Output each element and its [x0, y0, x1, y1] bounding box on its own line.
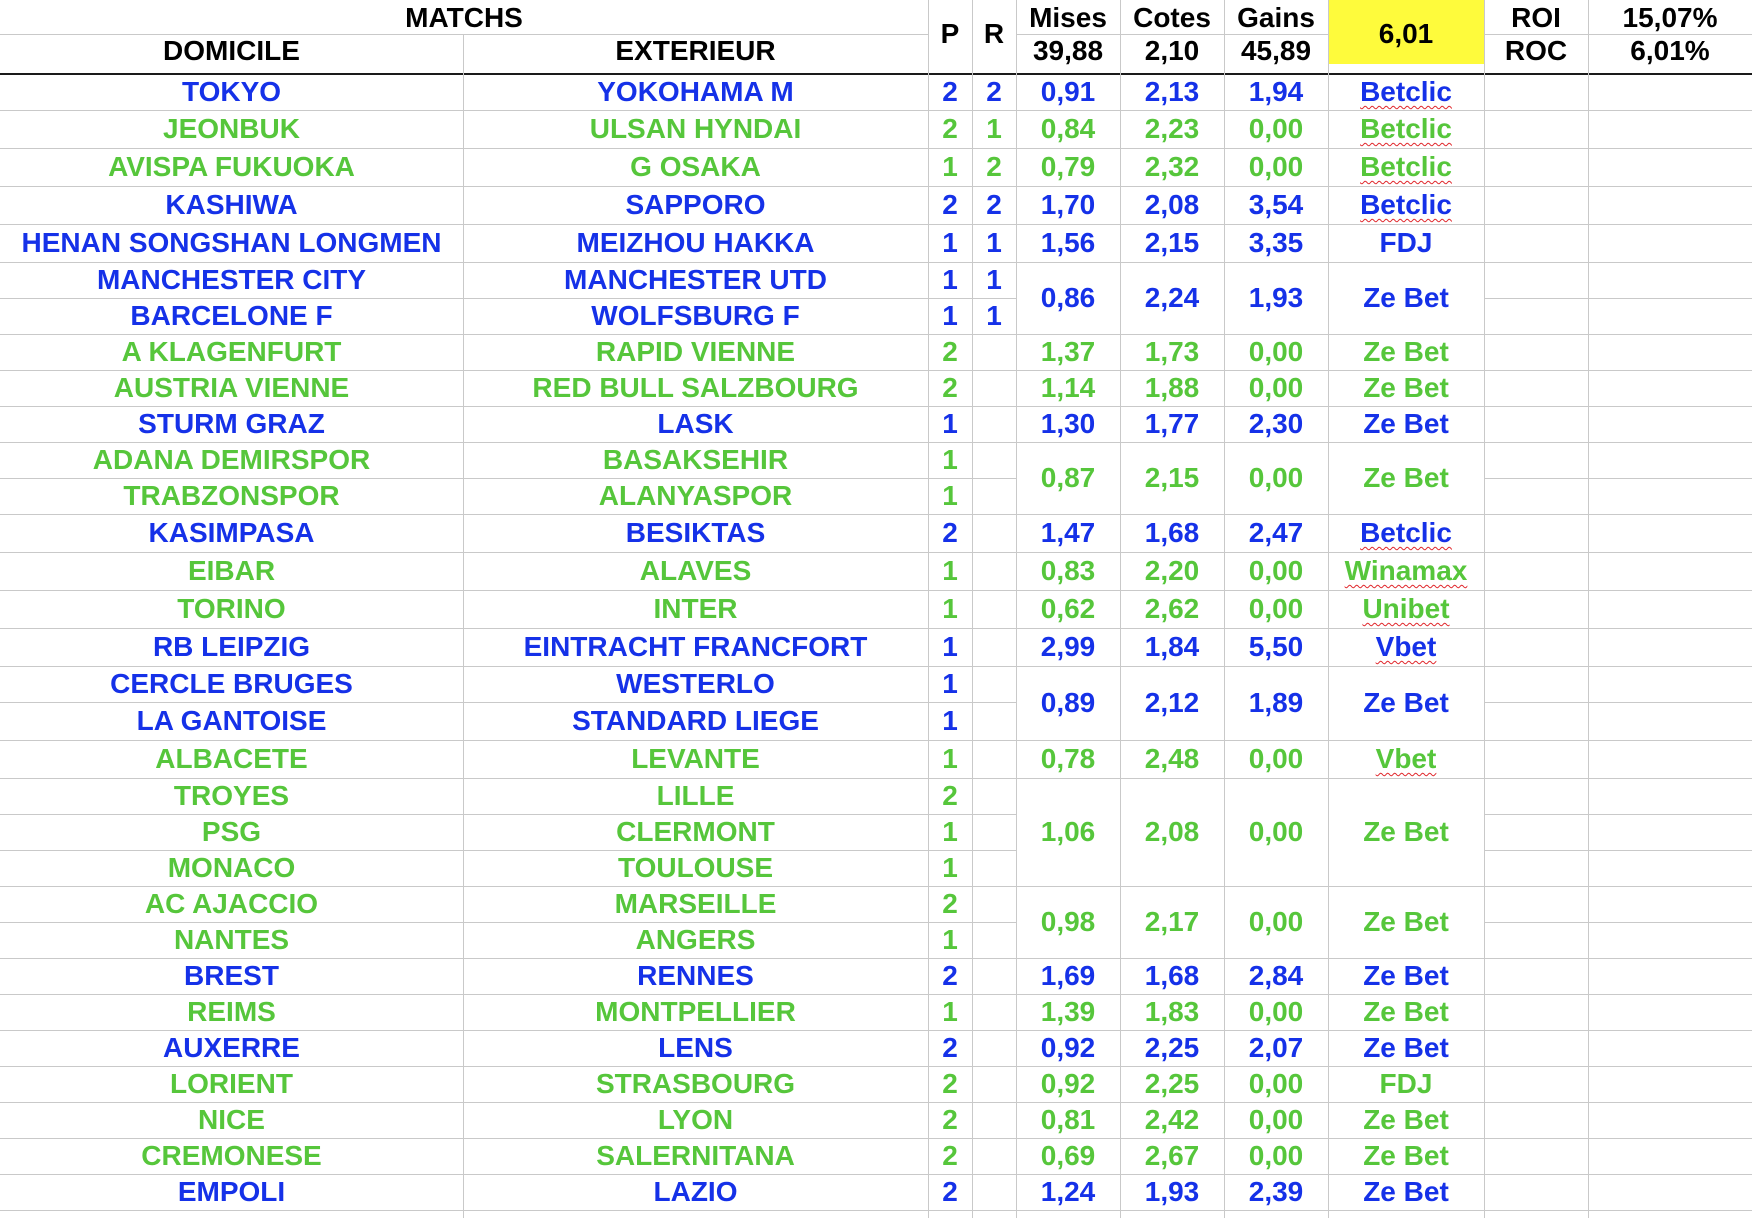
away-team-cell[interactable]: SAPPORO: [625, 189, 766, 220]
home-team-cell[interactable]: EIBAR: [187, 555, 276, 586]
away-team-cell[interactable]: ALANYASPOR: [598, 480, 793, 511]
stake-cell[interactable]: 1,30: [1040, 408, 1096, 439]
result-cell[interactable]: [972, 778, 1016, 814]
away-team-cell[interactable]: STRASBOURG: [595, 1068, 796, 1099]
header-exterieur[interactable]: EXTERIEUR: [615, 36, 776, 66]
home-team-cell[interactable]: NANTES: [173, 924, 290, 955]
gain-cell[interactable]: 0,00: [1248, 1140, 1304, 1171]
gain-cell[interactable]: 1,94: [1248, 76, 1304, 107]
empty-col-gridline: [1484, 1138, 1752, 1139]
home-team-cell[interactable]: BREST: [184, 960, 279, 991]
empty-col-gridline: [1484, 1174, 1752, 1175]
empty-col-gridline: [1484, 370, 1752, 371]
result-cell[interactable]: 2: [986, 189, 1002, 220]
stake-cell[interactable]: 1,06: [1040, 816, 1096, 847]
away-team-cell[interactable]: RAPID VIENNE: [595, 336, 796, 367]
odds-cell[interactable]: 2,08: [1144, 189, 1200, 220]
gain-cell[interactable]: 1,93: [1248, 282, 1304, 313]
header-cotes-total: 2,10: [1144, 36, 1200, 66]
column-gridline: [928, 0, 929, 1218]
header-roc-label[interactable]: ROC: [1504, 36, 1568, 66]
pick-cell[interactable]: 2: [942, 1176, 958, 1207]
odds-cell[interactable]: 1,68: [1144, 960, 1200, 991]
odds-cell[interactable]: 1,68: [1144, 517, 1200, 548]
away-team-cell[interactable]: RED BULL SALZBOURG: [532, 372, 859, 403]
empty-col-gridline: [1484, 1102, 1752, 1103]
odds-cell[interactable]: 2,24: [1144, 282, 1200, 313]
result-cell[interactable]: [972, 406, 1016, 442]
bookmaker-cell[interactable]: Ze Bet: [1363, 1140, 1449, 1171]
pick-cell[interactable]: 2: [942, 336, 958, 367]
odds-cell[interactable]: 1,77: [1144, 408, 1200, 439]
result-cell[interactable]: [972, 1066, 1016, 1102]
home-team-cell[interactable]: CERCLE BRUGES: [110, 668, 353, 699]
result-cell[interactable]: 1: [986, 264, 1002, 295]
gain-cell[interactable]: 0,00: [1248, 743, 1304, 774]
home-team-cell[interactable]: KASIMPASA: [148, 517, 315, 548]
pick-cell[interactable]: 1: [942, 480, 958, 511]
pick-cell[interactable]: 1: [942, 444, 958, 475]
away-team-cell[interactable]: LENS: [658, 1032, 733, 1063]
bookmaker-cell[interactable]: Ze Bet: [1363, 1032, 1449, 1063]
pick-cell[interactable]: 1: [942, 227, 958, 258]
home-team-cell[interactable]: KASHIWA: [165, 189, 298, 220]
result-cell[interactable]: [972, 628, 1016, 666]
bookmaker-cell[interactable]: Vbet: [1375, 631, 1437, 662]
home-team-cell[interactable]: BARCELONE F: [130, 300, 333, 331]
empty-col-gridline: [1484, 148, 1752, 149]
header-r[interactable]: R: [983, 18, 1005, 49]
odds-cell[interactable]: 1,88: [1144, 372, 1200, 403]
header-roc-value: 6,01%: [1630, 36, 1710, 66]
empty-col-gridline: [1484, 552, 1752, 553]
home-team-cell[interactable]: ADANA DEMIRSPOR: [92, 444, 371, 475]
result-cell[interactable]: [972, 370, 1016, 406]
stake-cell[interactable]: 0,92: [1040, 1068, 1096, 1099]
empty-col-gridline: [1484, 406, 1752, 407]
home-team-cell[interactable]: AVISPA FUKUOKA: [108, 151, 355, 182]
home-team-cell[interactable]: STURM GRAZ: [138, 408, 325, 439]
odds-cell[interactable]: 1,83: [1144, 996, 1200, 1027]
home-team-cell[interactable]: REIMS: [187, 996, 276, 1027]
away-team-cell[interactable]: WESTERLO: [616, 668, 775, 699]
header-domicile[interactable]: DOMICILE: [163, 36, 300, 66]
pick-cell[interactable]: 1: [942, 593, 958, 624]
empty-col-gridline: [1484, 262, 1752, 263]
gain-cell[interactable]: 0,00: [1248, 816, 1304, 847]
bookmaker-cell[interactable]: Winamax: [1344, 555, 1468, 586]
result-cell[interactable]: [972, 1102, 1016, 1138]
away-team-cell[interactable]: MANCHESTER UTD: [564, 264, 827, 295]
header-roi-value: 15,07%: [1622, 2, 1718, 33]
result-cell[interactable]: 1: [986, 300, 1002, 331]
pick-cell[interactable]: 1: [942, 816, 958, 847]
result-cell[interactable]: [972, 552, 1016, 590]
bookmaker-cell[interactable]: Ze Bet: [1363, 906, 1449, 937]
home-team-cell[interactable]: EMPOLI: [177, 1176, 286, 1207]
away-team-cell[interactable]: INTER: [653, 593, 738, 624]
home-team-cell[interactable]: TRABZONSPOR: [123, 480, 340, 511]
header-matchs: MATCHS: [405, 2, 523, 33]
away-team-cell[interactable]: MONTPELLIER: [595, 996, 796, 1027]
empty-col-gridline: [1484, 666, 1752, 667]
gain-cell[interactable]: 0,00: [1248, 336, 1304, 367]
empty-col-gridline: [1484, 778, 1752, 779]
home-team-cell[interactable]: LA GANTOISE: [136, 705, 327, 736]
empty-col-gridline: [1484, 110, 1752, 111]
gain-cell[interactable]: 1,89: [1248, 687, 1304, 718]
odds-cell[interactable]: 2,23: [1144, 113, 1200, 144]
bookmaker-cell[interactable]: Ze Bet: [1363, 462, 1449, 493]
stake-cell[interactable]: 0,62: [1040, 593, 1096, 624]
stake-cell[interactable]: 1,56: [1040, 227, 1096, 258]
gain-cell[interactable]: 0,00: [1248, 555, 1304, 586]
stake-cell[interactable]: 1,14: [1040, 372, 1096, 403]
bookmaker-cell[interactable]: Betclic: [1360, 113, 1452, 144]
gain-cell[interactable]: 2,39: [1248, 1176, 1304, 1207]
result-cell[interactable]: [972, 850, 1016, 886]
result-cell[interactable]: [972, 994, 1016, 1030]
away-team-cell[interactable]: ULSAN HYNDAI: [589, 113, 802, 144]
home-team-cell[interactable]: HENAN SONGSHAN LONGMEN: [21, 227, 442, 258]
stake-cell[interactable]: 2,99: [1040, 631, 1096, 662]
stake-cell[interactable]: 0,83: [1040, 555, 1096, 586]
empty-col-gridline: [1484, 186, 1752, 187]
bookmaker-cell[interactable]: Ze Bet: [1363, 1176, 1449, 1207]
away-team-cell[interactable]: BESIKTAS: [625, 517, 766, 548]
empty-col-gridline: [1484, 1210, 1752, 1211]
gain-cell[interactable]: 0,00: [1248, 151, 1304, 182]
home-team-cell[interactable]: PSG: [201, 816, 262, 847]
odds-cell[interactable]: 2,17: [1144, 906, 1200, 937]
away-team-cell[interactable]: EINTRACHT FRANCFORT: [523, 631, 868, 662]
away-team-cell[interactable]: G OSAKA: [630, 151, 761, 182]
bookmaker-cell[interactable]: Unibet: [1362, 593, 1450, 624]
result-cell[interactable]: [972, 1138, 1016, 1174]
result-cell[interactable]: [972, 702, 1016, 740]
result-cell[interactable]: [972, 814, 1016, 850]
home-team-cell[interactable]: RB LEIPZIG: [152, 631, 311, 662]
odds-cell[interactable]: 2,15: [1144, 462, 1200, 493]
pick-cell[interactable]: 1: [942, 408, 958, 439]
column-gridline: [1588, 0, 1589, 1218]
pick-cell[interactable]: 1: [942, 631, 958, 662]
gain-cell[interactable]: 0,00: [1248, 372, 1304, 403]
home-team-cell[interactable]: AUXERRE: [163, 1032, 300, 1063]
pick-cell[interactable]: 1: [942, 705, 958, 736]
bookmaker-cell[interactable]: Betclic: [1360, 76, 1452, 107]
odds-cell[interactable]: 2,20: [1144, 555, 1200, 586]
empty-col-gridline: [1484, 886, 1752, 887]
gain-cell[interactable]: 5,50: [1248, 631, 1304, 662]
result-cell[interactable]: [972, 514, 1016, 552]
home-team-cell[interactable]: AC AJACCIO: [144, 888, 319, 919]
header-separator: [1484, 34, 1752, 35]
bookmaker-cell[interactable]: FDJ: [1379, 1068, 1433, 1099]
column-gridline: [1328, 0, 1329, 1218]
gain-cell[interactable]: 0,00: [1248, 906, 1304, 937]
empty-col-gridline: [1484, 590, 1752, 591]
column-gridline: [1016, 0, 1017, 1218]
gain-cell[interactable]: 2,84: [1248, 960, 1304, 991]
column-gridline: [1120, 0, 1121, 1218]
gain-cell[interactable]: 0,00: [1248, 462, 1304, 493]
stake-cell[interactable]: 1,37: [1040, 336, 1096, 367]
odds-cell[interactable]: 1,73: [1144, 336, 1200, 367]
gain-cell[interactable]: 3,54: [1248, 189, 1304, 220]
result-cell[interactable]: 1: [986, 227, 1002, 258]
header-mises-label[interactable]: Mises: [1029, 2, 1107, 33]
away-team-cell[interactable]: BASAKSEHIR: [602, 444, 789, 475]
result-cell[interactable]: [972, 478, 1016, 514]
gain-cell[interactable]: 0,00: [1248, 996, 1304, 1027]
header-gains-total: 45,89: [1240, 36, 1312, 66]
gain-cell[interactable]: 3,35: [1248, 227, 1304, 258]
pick-cell[interactable]: 2: [942, 1032, 958, 1063]
result-cell[interactable]: [972, 334, 1016, 370]
column-gridline: [1484, 0, 1485, 1218]
pick-cell[interactable]: 2: [942, 1140, 958, 1171]
pick-cell[interactable]: 1: [942, 151, 958, 182]
home-team-cell[interactable]: TROYES: [173, 780, 290, 811]
stake-cell[interactable]: 0,78: [1040, 743, 1096, 774]
stake-cell[interactable]: 0,86: [1040, 282, 1096, 313]
bookmaker-cell[interactable]: Ze Bet: [1363, 408, 1449, 439]
empty-col-gridline: [1484, 814, 1752, 815]
empty-col-gridline: [1484, 334, 1752, 335]
column-gridline: [1224, 0, 1225, 1218]
away-team-cell[interactable]: RENNES: [637, 960, 754, 991]
away-team-cell[interactable]: MEIZHOU HAKKA: [576, 227, 815, 258]
gain-cell[interactable]: 2,07: [1248, 1032, 1304, 1063]
bookmaker-cell[interactable]: Betclic: [1360, 151, 1452, 182]
home-team-cell[interactable]: A KLAGENFURT: [121, 336, 342, 367]
stake-cell[interactable]: 0,98: [1040, 906, 1096, 937]
away-team-cell[interactable]: LASK: [657, 408, 734, 439]
odds-cell[interactable]: 2,42: [1144, 1104, 1200, 1135]
row-gridline: [0, 1210, 1016, 1211]
header-separator: [1016, 34, 1328, 35]
bookmaker-cell[interactable]: Ze Bet: [1363, 372, 1449, 403]
away-team-cell[interactable]: LAZIO: [653, 1176, 738, 1207]
header-mises-total: 39,88: [1032, 36, 1104, 66]
away-team-cell[interactable]: SALERNITANA: [596, 1140, 795, 1171]
result-cell[interactable]: 2: [986, 151, 1002, 182]
pick-cell[interactable]: 2: [942, 960, 958, 991]
gain-cell[interactable]: 0,00: [1248, 1104, 1304, 1135]
pick-cell[interactable]: 2: [942, 76, 958, 107]
away-team-cell[interactable]: TOULOUSE: [617, 852, 774, 883]
away-team-cell[interactable]: LILLE: [656, 780, 735, 811]
odds-cell[interactable]: 2,08: [1144, 816, 1200, 847]
home-team-cell[interactable]: AUSTRIA VIENNE: [113, 372, 350, 403]
bookmaker-cell[interactable]: FDJ: [1379, 227, 1433, 258]
stake-cell[interactable]: 1,70: [1040, 189, 1096, 220]
pick-cell[interactable]: 2: [942, 780, 958, 811]
result-cell[interactable]: [972, 886, 1016, 922]
empty-col-gridline: [1484, 442, 1752, 443]
empty-col-gridline: [1484, 628, 1752, 629]
away-team-cell[interactable]: LYON: [657, 1104, 734, 1135]
home-team-cell[interactable]: JEONBUK: [163, 113, 300, 144]
pick-cell[interactable]: 1: [942, 555, 958, 586]
away-team-cell[interactable]: STANDARD LIEGE: [572, 705, 819, 736]
home-team-cell[interactable]: NICE: [198, 1104, 265, 1135]
empty-col-gridline: [1484, 224, 1752, 225]
home-team-cell[interactable]: TORINO: [177, 593, 286, 624]
result-cell[interactable]: 1: [986, 113, 1002, 144]
empty-col-gridline: [1484, 958, 1752, 959]
empty-col-gridline: [1484, 740, 1752, 741]
pick-cell[interactable]: 1: [942, 264, 958, 295]
odds-cell[interactable]: 2,25: [1144, 1068, 1200, 1099]
result-cell[interactable]: [972, 922, 1016, 958]
away-team-cell[interactable]: ALAVES: [639, 555, 752, 586]
pick-cell[interactable]: 2: [942, 189, 958, 220]
bookmaker-cell[interactable]: Ze Bet: [1363, 816, 1449, 847]
odds-cell[interactable]: 2,25: [1144, 1032, 1200, 1063]
gain-cell[interactable]: 2,30: [1248, 408, 1304, 439]
odds-cell[interactable]: 1,93: [1144, 1176, 1200, 1207]
group-gridline: [1016, 1210, 1484, 1211]
result-cell[interactable]: [972, 442, 1016, 478]
result-cell[interactable]: [972, 590, 1016, 628]
pick-cell[interactable]: 1: [942, 743, 958, 774]
pick-cell[interactable]: 1: [942, 300, 958, 331]
pick-cell[interactable]: 1: [942, 924, 958, 955]
result-cell[interactable]: [972, 1030, 1016, 1066]
stake-cell[interactable]: 1,69: [1040, 960, 1096, 991]
home-team-cell[interactable]: LORIENT: [170, 1068, 293, 1099]
gain-cell[interactable]: 2,47: [1248, 517, 1304, 548]
away-team-cell[interactable]: LEVANTE: [631, 743, 760, 774]
header-p[interactable]: P: [940, 18, 960, 49]
away-team-cell[interactable]: CLERMONT: [616, 816, 775, 847]
bookmaker-cell[interactable]: Vbet: [1375, 743, 1437, 774]
stake-cell[interactable]: 0,87: [1040, 462, 1096, 493]
bookmaker-cell[interactable]: Ze Bet: [1363, 996, 1449, 1027]
odds-cell[interactable]: 2,67: [1144, 1140, 1200, 1171]
stake-cell[interactable]: 0,79: [1040, 151, 1096, 182]
stake-cell[interactable]: 0,91: [1040, 76, 1096, 107]
result-cell[interactable]: [972, 958, 1016, 994]
pick-cell[interactable]: 2: [942, 517, 958, 548]
result-cell[interactable]: [972, 740, 1016, 778]
header-separator: [0, 34, 928, 35]
pick-cell[interactable]: 1: [942, 668, 958, 699]
away-team-cell[interactable]: ANGERS: [635, 924, 756, 955]
home-team-cell[interactable]: CREMONESE: [141, 1140, 322, 1171]
bookmaker-cell[interactable]: Ze Bet: [1363, 687, 1449, 718]
pick-cell[interactable]: 2: [942, 1068, 958, 1099]
stake-cell[interactable]: 1,39: [1040, 996, 1096, 1027]
away-team-cell[interactable]: WOLFSBURG F: [591, 300, 800, 331]
odds-cell[interactable]: 2,62: [1144, 593, 1200, 624]
empty-col-gridline: [1484, 994, 1752, 995]
bookmaker-cell[interactable]: Ze Bet: [1363, 960, 1449, 991]
highlight-value[interactable]: 6,01: [1378, 18, 1434, 49]
result-cell[interactable]: 2: [986, 76, 1002, 107]
column-gridline: [972, 0, 973, 1218]
home-team-cell[interactable]: ALBACETE: [155, 743, 308, 774]
pick-cell[interactable]: 2: [942, 113, 958, 144]
stake-cell[interactable]: 0,69: [1040, 1140, 1096, 1171]
stake-cell[interactable]: 0,84: [1040, 113, 1096, 144]
empty-col-gridline: [1484, 702, 1752, 703]
away-team-cell[interactable]: MARSEILLE: [614, 888, 777, 919]
pick-cell[interactable]: 2: [942, 372, 958, 403]
odds-cell[interactable]: 2,15: [1144, 227, 1200, 258]
odds-cell[interactable]: 2,12: [1144, 687, 1200, 718]
away-team-cell[interactable]: YOKOHAMA M: [597, 76, 794, 107]
result-cell[interactable]: [972, 666, 1016, 702]
empty-col-gridline: [1484, 1066, 1752, 1067]
empty-col-gridline: [1484, 298, 1752, 299]
pick-cell[interactable]: 1: [942, 852, 958, 883]
empty-col-gridline: [1484, 514, 1752, 515]
header-gains-label[interactable]: Gains: [1237, 2, 1315, 33]
odds-cell[interactable]: 2,13: [1144, 76, 1200, 107]
odds-cell[interactable]: 2,32: [1144, 151, 1200, 182]
bookmaker-cell[interactable]: Betclic: [1360, 517, 1452, 548]
empty-col-gridline: [1484, 922, 1752, 923]
home-team-cell[interactable]: MANCHESTER CITY: [96, 264, 367, 295]
bookmaker-cell[interactable]: Ze Bet: [1363, 1104, 1449, 1135]
result-cell[interactable]: [972, 1174, 1016, 1210]
pick-cell[interactable]: 2: [942, 1104, 958, 1135]
bookmaker-cell[interactable]: Ze Bet: [1363, 282, 1449, 313]
header-cotes-label[interactable]: Cotes: [1133, 2, 1211, 33]
gain-cell[interactable]: 0,00: [1248, 593, 1304, 624]
home-team-cell[interactable]: MONACO: [167, 852, 296, 883]
odds-cell[interactable]: 2,48: [1144, 743, 1200, 774]
odds-cell[interactable]: 1,84: [1144, 631, 1200, 662]
column-gridline: [463, 34, 464, 1218]
stake-cell[interactable]: 1,24: [1040, 1176, 1096, 1207]
empty-col-gridline: [1484, 1030, 1752, 1031]
pick-cell[interactable]: 2: [942, 888, 958, 919]
pick-cell[interactable]: 1: [942, 996, 958, 1027]
empty-col-gridline: [1484, 478, 1752, 479]
bookmaker-cell[interactable]: Ze Bet: [1363, 336, 1449, 367]
empty-col-gridline: [1484, 850, 1752, 851]
gain-cell[interactable]: 0,00: [1248, 113, 1304, 144]
bookmaker-cell[interactable]: Betclic: [1360, 189, 1452, 220]
stake-cell[interactable]: 1,47: [1040, 517, 1096, 548]
header-roi-label[interactable]: ROI: [1511, 2, 1561, 33]
stake-cell[interactable]: 0,89: [1040, 687, 1096, 718]
stake-cell[interactable]: 0,81: [1040, 1104, 1096, 1135]
home-team-cell[interactable]: TOKYO: [181, 76, 282, 107]
gain-cell[interactable]: 0,00: [1248, 1068, 1304, 1099]
stake-cell[interactable]: 0,92: [1040, 1032, 1096, 1063]
